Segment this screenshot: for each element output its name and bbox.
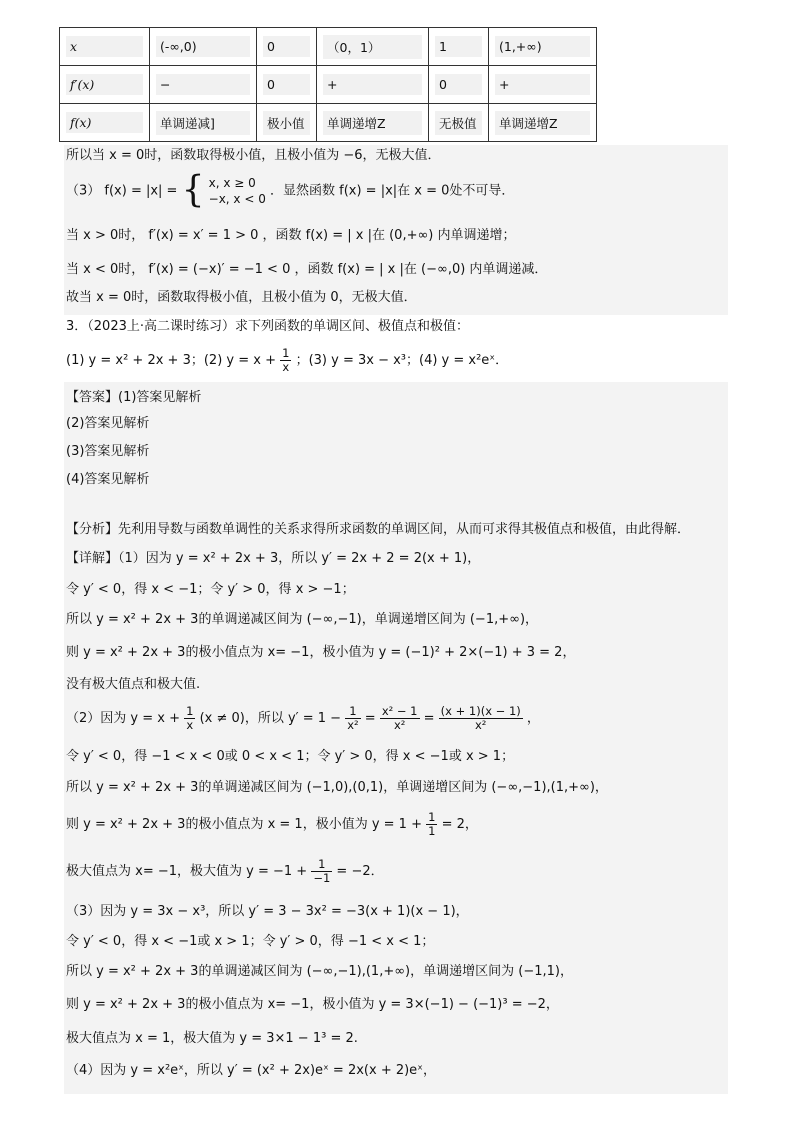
- fraction-numerator: 1: [186, 704, 194, 718]
- table-cell: 极小值: [263, 111, 310, 135]
- text-fragment: (x ≠ 0)，所以 y′ = 1 −: [199, 711, 346, 726]
- fraction-numerator: 1: [428, 810, 436, 824]
- fraction-numerator: 1: [282, 346, 290, 360]
- answer-line: 【答案】(1)答案见解析: [66, 390, 202, 405]
- table-cell: 0: [263, 36, 310, 57]
- table-cell: +: [323, 74, 422, 95]
- table-cell: f′(x): [66, 74, 143, 95]
- table-cell: +: [495, 74, 590, 95]
- text-fragment: ；(3) y = 3x − x³；(4) y = x²eˣ．: [295, 353, 509, 368]
- fraction-numerator: (x + 1)(x − 1): [440, 704, 521, 718]
- piecewise-cases: [209, 175, 266, 207]
- text-fragment: = −2．: [336, 864, 384, 879]
- text-line: 所以 y = x² + 2x + 3的单调递减区间为 (−∞,−1)，单调递增区间为 (−1,+∞)，: [66, 612, 539, 627]
- text-line: 令 y′ < 0，得 x < −1；令 y′ > 0，得 x > −1；: [66, 582, 355, 597]
- table-cell: (-∞,0): [156, 36, 250, 57]
- text-line: 当 x > 0时， f′(x) = x′ = 1 > 0 ，函数 f(x) = | x |在 (0,+∞) 内单调递增；: [66, 228, 516, 243]
- table-cell: f(x): [66, 112, 143, 133]
- table-row: [60, 28, 597, 66]
- text-fragment: ．显然函数 f(x) = |x|在 x = 0处不可导．: [270, 183, 515, 199]
- table-cell: 1: [435, 36, 482, 57]
- fraction-denominator: x²: [475, 718, 487, 732]
- text-fragment: =: [423, 711, 439, 726]
- fraction: [380, 705, 420, 732]
- text-fragment: =: [364, 711, 380, 726]
- text-line: 极大值点为 x = 1，极大值为 y = 3×1 − 1³ = 2.: [66, 1031, 358, 1046]
- text-line: 所以 y = x² + 2x + 3的单调递减区间为 (−∞,−1),(1,+∞)，单调递增区间为 (−1,1)，: [66, 964, 573, 979]
- answer-line: (4)答案见解析: [66, 472, 150, 487]
- monotonicity-table: [59, 27, 597, 142]
- piecewise-definition: [181, 169, 266, 211]
- fraction-denominator: x²: [347, 718, 359, 732]
- text-line: 令 y′ < 0，得 −1 < x < 0或 0 < x < 1；令 y′ > 0，得 x < −1或 x > 1；: [66, 749, 515, 764]
- text-line: [66, 855, 384, 889]
- answer-line: (2)答案见解析: [66, 416, 150, 431]
- text-line: 所以当 x = 0时，函数取得极小值，且极小值为 −6，无极大值．: [66, 148, 441, 163]
- table-row: [60, 104, 597, 142]
- analysis-line: 【分析】先利用导数与函数单调性的关系求得所求函数的单调区间，从而可求得其极值点和极值，由此得解．: [66, 522, 691, 537]
- fraction-denominator: −1: [313, 871, 331, 885]
- table-cell: 0: [263, 74, 310, 95]
- text-line: 【详解】（1）因为 y = x² + 2x + 3，所以 y′ = 2x + 2 = 2(x + 1)，: [66, 551, 481, 566]
- text-line: 没有极大值点和极大值.: [66, 677, 201, 692]
- fraction-denominator: x: [186, 718, 194, 732]
- text-fragment: = 2，: [441, 817, 478, 832]
- fraction-numerator: 1: [311, 858, 332, 872]
- table-row: [60, 66, 597, 104]
- question-functions: [66, 344, 508, 378]
- fraction-numerator: 1: [345, 705, 360, 719]
- text-line: 则 y = x² + 2x + 3的极小值点为 x= −1，极小值为 y = 3×(−1) − (−1)³ = −2，: [66, 997, 559, 1012]
- fraction: [280, 347, 291, 374]
- answer-line: (3)答案见解析: [66, 444, 150, 459]
- fraction-denominator: x: [282, 360, 290, 374]
- fraction-denominator: x²: [393, 718, 406, 732]
- brace-symbol: {: [181, 169, 205, 211]
- text-line: （3）因为 y = 3x − x³，所以 y′ = 3 − 3x² = −3(x + 1)(x − 1)，: [66, 904, 469, 919]
- fraction: [184, 705, 195, 732]
- case-line: x, x ≥ 0: [208, 175, 256, 190]
- text-line: 当 x < 0时， f′(x) = (−x)′ = −1 < 0 ，函数 f(x) = | x |在 (−∞,0) 内单调递减．: [66, 262, 548, 277]
- table-cell: 0: [435, 74, 482, 95]
- fraction: [426, 811, 437, 838]
- text-fragment: （3） f(x) = |x| =: [66, 183, 182, 199]
- text-fragment: （2）因为 y = x +: [66, 711, 185, 726]
- text-line: （4）因为 y = x²eˣ，所以 y′ = (x² + 2x)eˣ = 2x(x + 2)eˣ，: [66, 1063, 436, 1078]
- fraction: [439, 705, 523, 732]
- text-line: [66, 169, 515, 211]
- text-line: [66, 808, 478, 842]
- fraction: [311, 858, 332, 885]
- text-fragment: 极大值点为 x= −1，极大值为 y = −1 +: [66, 864, 312, 879]
- table-cell: −: [156, 74, 250, 95]
- text-fragment: ，: [526, 711, 540, 726]
- text-line: 所以 y = x² + 2x + 3的单调递减区间为 (−1,0),(0,1)，单调递增区间为 (−∞,−1),(1,+∞)，: [66, 780, 608, 795]
- text-line: 则 y = x² + 2x + 3的极小值点为 x= −1，极小值为 y = (−1)² + 2×(−1) + 3 = 2，: [66, 645, 576, 660]
- table-cell: 无极值: [435, 111, 482, 135]
- shaded-block: [64, 382, 728, 1094]
- question-title: 3．（2023上·高二课时练习）求下列函数的单调区间、极值点和极值：: [66, 319, 469, 334]
- table-cell: (1,+∞): [495, 36, 590, 57]
- table-cell: 单调递增Z: [495, 111, 590, 135]
- text-fragment: 则 y = x² + 2x + 3的极小值点为 x = 1，极小值为 y = 1 +: [66, 817, 427, 832]
- text-line: 令 y′ < 0，得 x < −1或 x > 1；令 y′ > 0，得 −1 < x < 1；: [66, 934, 435, 949]
- table-cell: 单调递减]: [156, 111, 250, 135]
- table-cell: 单调递增Z: [323, 111, 422, 135]
- text-line: [66, 702, 540, 736]
- text-fragment: (1) y = x² + 2x + 3；(2) y = x +: [66, 353, 281, 368]
- table-cell: x: [66, 36, 143, 57]
- fraction-numerator: x² − 1: [381, 704, 418, 718]
- table-cell: （0，1）: [323, 35, 422, 59]
- case-line: −x, x < 0: [208, 191, 266, 206]
- text-line: 故当 x = 0时，函数取得极小值，且极小值为 0，无极大值．: [66, 290, 417, 305]
- fraction-denominator: 1: [428, 824, 436, 838]
- fraction: [345, 705, 360, 732]
